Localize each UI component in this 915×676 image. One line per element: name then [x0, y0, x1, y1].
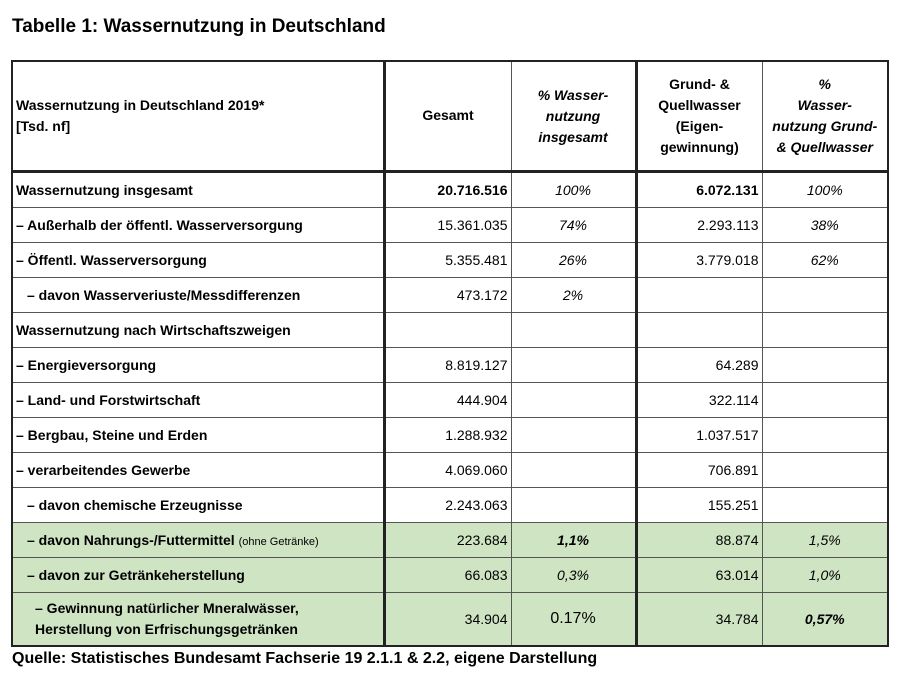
row-label: – Energieversorgung [12, 348, 384, 383]
cell-pct-grund [762, 278, 888, 313]
cell-pct-gesamt [511, 313, 636, 348]
row-label: – davon Wasserveriuste/Messdifferenzen [12, 278, 384, 313]
cell-pct-gesamt [511, 348, 636, 383]
cell-gesamt: 34.904 [384, 593, 511, 647]
cell-pct-gesamt: 100% [511, 172, 636, 208]
cell-gesamt: 20.716.516 [384, 172, 511, 208]
header-gesamt: Gesamt [384, 61, 511, 172]
table-header-row [12, 61, 888, 172]
row-label: – Öffentl. Wasserversorgung [12, 243, 384, 278]
cell-pct-grund [762, 418, 888, 453]
table-row [12, 488, 888, 523]
cell-pct-gesamt [511, 488, 636, 523]
table-row [12, 172, 888, 208]
cell-pct-gesamt: 1,1% [511, 523, 636, 558]
cell-pct-gesamt: 0,3% [511, 558, 636, 593]
row-label: – Außerhalb der öffentl. Wasserversorgung [12, 208, 384, 243]
cell-pct-grund [762, 383, 888, 418]
cell-pct-gesamt: 0.17% [511, 593, 636, 647]
cell-grund: 155.251 [636, 488, 762, 523]
cell-pct-gesamt [511, 383, 636, 418]
table-row [12, 208, 888, 243]
row-label: – Gewinnung natürlicher Mneralwässer, Herstellung von Erfrischungsgetränken [12, 593, 384, 647]
table-row [12, 313, 888, 348]
cell-pct-gesamt: 2% [511, 278, 636, 313]
cell-pct-grund [762, 488, 888, 523]
table-row [12, 418, 888, 453]
cell-pct-grund [762, 313, 888, 348]
table-row-highlighted [12, 523, 888, 558]
table-row-highlighted [12, 593, 888, 647]
table-row [12, 243, 888, 278]
cell-pct-gesamt: 26% [511, 243, 636, 278]
cell-grund [636, 278, 762, 313]
cell-grund: 322.114 [636, 383, 762, 418]
cell-gesamt: 223.684 [384, 523, 511, 558]
row-label: – Bergbau, Steine und Erden [12, 418, 384, 453]
table-row [12, 383, 888, 418]
row-label-note: (ohne Getränke) [238, 536, 319, 548]
table-row [12, 278, 888, 313]
cell-gesamt: 473.172 [384, 278, 511, 313]
cell-gesamt: 5.355.481 [384, 243, 511, 278]
cell-gesamt [384, 313, 511, 348]
cell-grund: 706.891 [636, 453, 762, 488]
cell-grund: 2.293.113 [636, 208, 762, 243]
row-label: – davon chemische Erzeugnisse [12, 488, 384, 523]
cell-pct-grund: 38% [762, 208, 888, 243]
row-label: – davon zur Getränkeherstellung [12, 558, 384, 593]
header-pct-gesamt: % Wasser- nutzung insgesamt [511, 61, 636, 172]
cell-grund [636, 313, 762, 348]
cell-gesamt: 1.288.932 [384, 418, 511, 453]
cell-pct-gesamt [511, 453, 636, 488]
cell-pct-grund: 1,0% [762, 558, 888, 593]
cell-pct-grund [762, 348, 888, 383]
source-note: Quelle: Statistisches Bundesamt Fachserie 19 2.1.1 & 2.2, eigene Darstellung [12, 650, 598, 667]
cell-pct-gesamt [511, 418, 636, 453]
table-row [12, 348, 888, 383]
cell-pct-grund [762, 453, 888, 488]
cell-grund: 1.037.517 [636, 418, 762, 453]
water-usage-table [11, 60, 889, 647]
cell-pct-grund: 62% [762, 243, 888, 278]
cell-gesamt: 444.904 [384, 383, 511, 418]
cell-pct-gesamt: 74% [511, 208, 636, 243]
cell-grund: 64.289 [636, 348, 762, 383]
row-label: – verarbeitendes Gewerbe [12, 453, 384, 488]
cell-pct-grund: 1,5% [762, 523, 888, 558]
header-grundwasser: Grund- & Quellwasser (Eigen- gewinnung) [636, 61, 762, 172]
table-title: Tabelle 1: Wassernutzung in Deutschland [12, 16, 386, 37]
cell-gesamt: 4.069.060 [384, 453, 511, 488]
cell-gesamt: 2.243.063 [384, 488, 511, 523]
cell-gesamt: 8.819.127 [384, 348, 511, 383]
header-pct-grundwasser: % Wasser- nutzung Grund- & Quellwasser [762, 61, 888, 172]
cell-grund: 88.874 [636, 523, 762, 558]
table-row [12, 453, 888, 488]
cell-gesamt: 66.083 [384, 558, 511, 593]
table-row-highlighted [12, 558, 888, 593]
cell-grund: 6.072.131 [636, 172, 762, 208]
cell-pct-grund: 100% [762, 172, 888, 208]
header-description: Wassernutzung in Deutschland 2019* [Tsd. nf] [12, 61, 384, 172]
row-label: – Land- und Forstwirtschaft [12, 383, 384, 418]
cell-pct-grund: 0,57% [762, 593, 888, 647]
row-label: Wassernutzung insgesamt [12, 172, 384, 208]
cell-grund: 63.014 [636, 558, 762, 593]
cell-gesamt: 15.361.035 [384, 208, 511, 243]
cell-grund: 3.779.018 [636, 243, 762, 278]
cell-grund: 34.784 [636, 593, 762, 647]
row-label: – davon Nahrungs-/Futtermittel (ohne Getränke) [12, 523, 384, 558]
row-label: Wassernutzung nach Wirtschaftszweigen [12, 313, 384, 348]
